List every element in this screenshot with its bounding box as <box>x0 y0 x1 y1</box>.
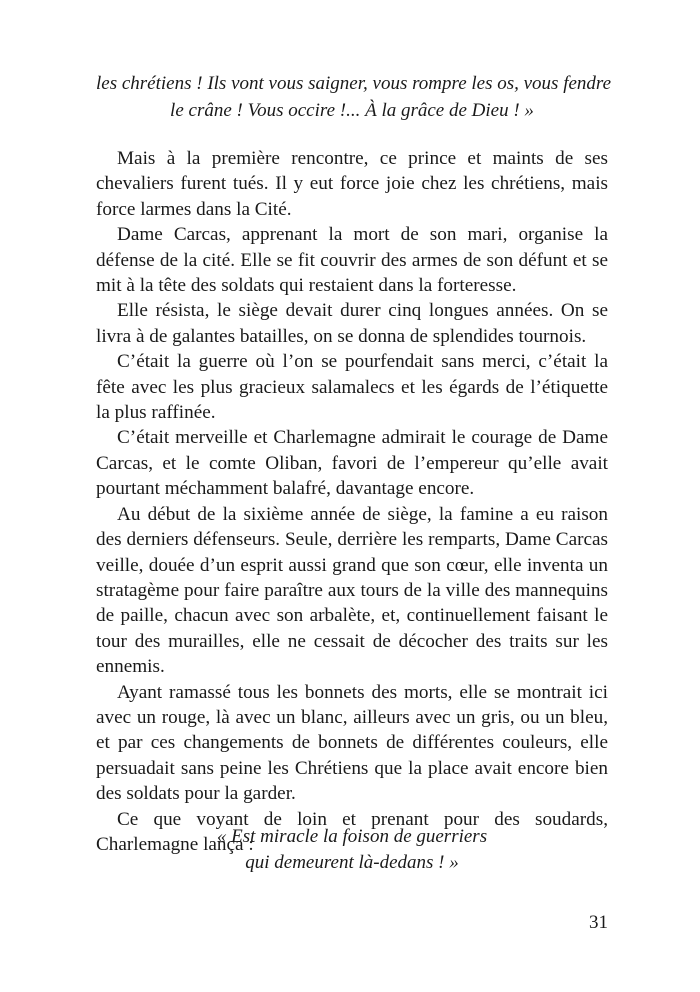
paragraph-3: Elle résista, le siège devait durer cinq longues années. On se livra à de galantes batailles, on se donna de splendides tournois. <box>96 300 608 347</box>
closing-quote-line-1: « Est miracle la foison de guerriers <box>216 826 488 847</box>
closing-quote-line-2: qui demeurent là-dedans ! » <box>245 852 459 873</box>
paragraph-4: C’était la guerre où l’on se pourfendait sans merci, c’était la fête avec les plus gracieux salamalecs et les égards de l’étiquette la plus raffinée. <box>96 351 608 424</box>
paragraph-5: C’était merveille et Charlemagne admirait le courage de Dame Carcas, et le comte Oliban, favori de l’empereur qu’elle avait pourtant méchamment balafré, davantage encore. <box>96 427 608 500</box>
paragraph-2: Dame Carcas, apprenant la mort de son mari, organise la défense de la cité. Elle se fit couvrir des armes de son défunt et se mit à la tête des soldats qui restaient dans la forteresse. <box>96 224 608 297</box>
closing-quote <box>96 824 608 876</box>
paragraph-6: Au début de la sixième année de siège, la famine a eu raison des derniers défenseurs. Seule, derrière les remparts, Dame Carcas veille, douée d’un esprit aussi grand que son cœur, elle inventa un stratagème pour faire paraître aux tours de la ville des mannequins de paille, chacun avec son arbalète, et, continuellement faisant le tour des murailles, elle ne cessait de décocher des traits sur les ennemis. <box>96 503 608 678</box>
opening-quote <box>96 70 612 124</box>
opening-quote-line-1: les chrétiens ! Ils vont vous saigner, vous rompre les os, vous fendre <box>96 73 612 94</box>
paragraph-7: Ayant ramassé tous les bonnets des morts, elle se montrait ici avec un rouge, là avec un blanc, ailleurs avec un gris, ou un bleu, et par ces changements de bonnets de différentes couleurs, elle persuadait sans peine les Chrétiens que la place avait encore bien des soldats pour la garder. <box>96 681 608 805</box>
opening-quote-line-2: le crâne ! Vous occire !... À la grâce de Dieu ! » <box>170 100 534 121</box>
paragraph-1: Mais à la première rencontre, ce prince et maints de ses chevaliers furent tués. Il y eut force joie chez les chrétiens, mais force larmes dans la Cité. <box>96 148 608 220</box>
body-text <box>96 146 608 857</box>
page-number: 31 <box>589 912 608 933</box>
paragraph-8: Ce que voyant de loin et prenant pour des soudards, Charlemagne lança : <box>96 808 608 855</box>
